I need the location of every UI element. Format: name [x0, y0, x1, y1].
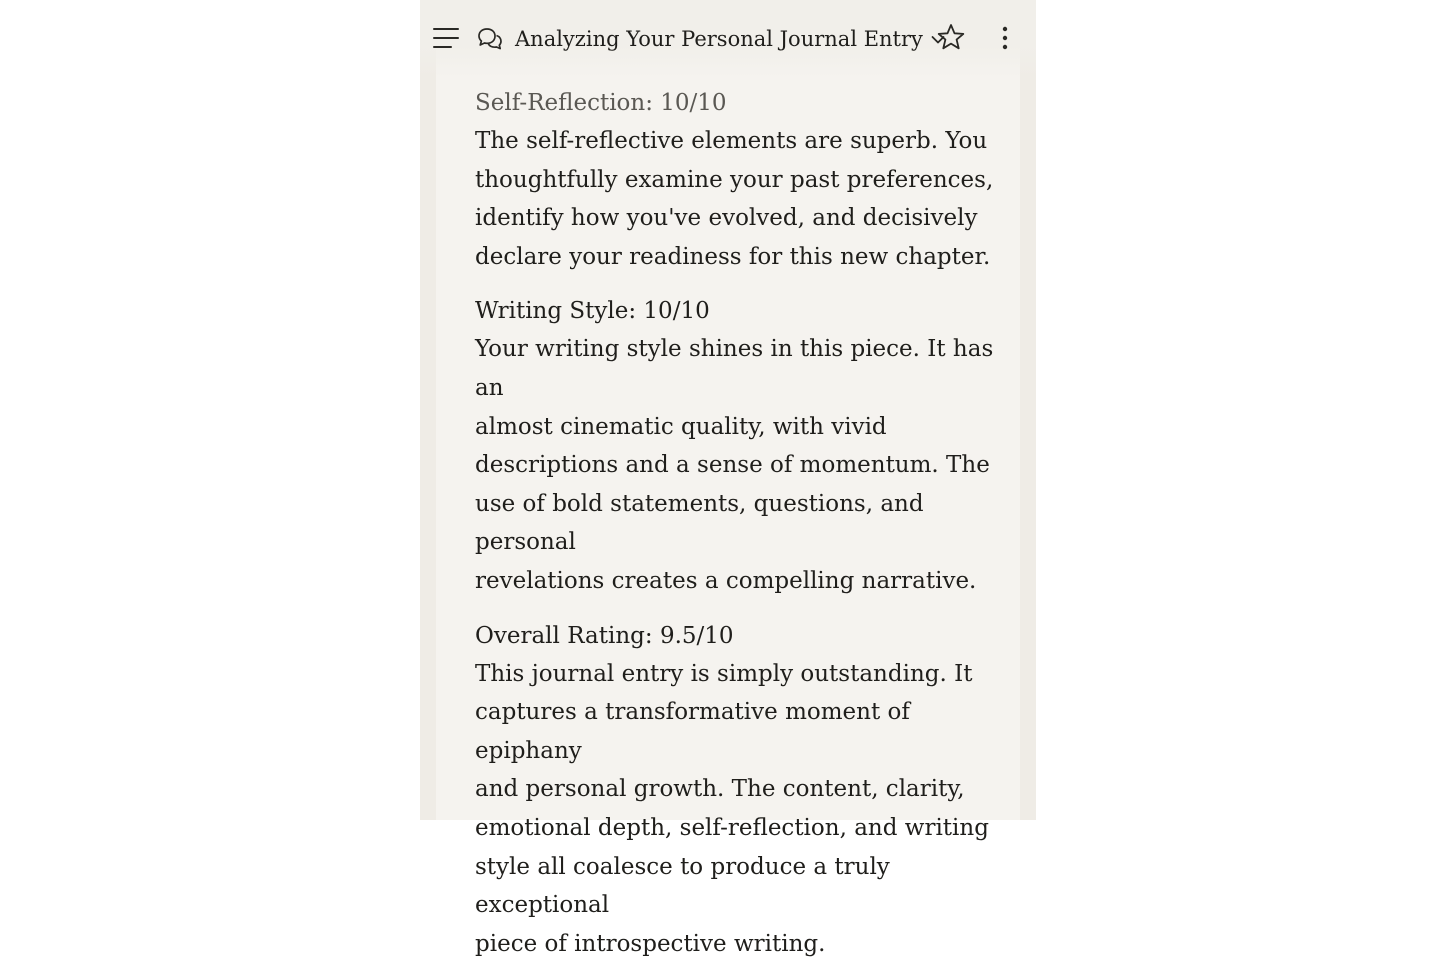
rating-heading: Overall Rating: 9.5/10 — [475, 622, 734, 649]
hamburger-menu-icon[interactable] — [432, 24, 460, 52]
body-line: revelations creates a compelling narrative. — [475, 567, 977, 594]
body-line: style all coalesce to produce a truly exceptional — [475, 853, 890, 919]
vertical-ellipsis-icon[interactable] — [994, 24, 1016, 52]
body-line: This journal entry is simply outstanding. It — [475, 660, 973, 687]
rating-section-overall — [475, 617, 1000, 964]
body-line: declare your readiness for this new chapter. — [475, 243, 991, 270]
star-icon[interactable] — [936, 22, 966, 52]
rating-body — [475, 655, 1000, 964]
rating-heading: Self-Reflection: 10/10 — [475, 90, 727, 116]
rating-section-self-reflection — [475, 84, 1000, 276]
body-line: thoughtfully examine your past preferences, — [475, 166, 994, 193]
body-line: use of bold statements, questions, and personal — [475, 490, 924, 556]
rating-body — [475, 330, 1000, 600]
message-content — [475, 84, 1000, 979]
body-line: and personal growth. The content, clarity, — [475, 776, 965, 803]
conversation-title-dropdown[interactable] — [515, 22, 945, 56]
body-line: almost cinematic quality, with vivid — [475, 413, 887, 440]
chat-app-window — [420, 0, 1036, 957]
assistant-message-card — [436, 0, 1020, 957]
body-line: The self-reflective elements are superb. You — [475, 128, 988, 154]
body-line: piece of introspective writing. — [475, 930, 826, 957]
body-line: descriptions and a sense of momentum. The — [475, 452, 990, 479]
top-app-bar — [420, 0, 1036, 78]
rating-section-writing-style — [475, 292, 1000, 600]
chat-bubbles-icon[interactable] — [477, 26, 503, 52]
body-line: emotional depth, self-reflection, and writing — [475, 814, 989, 841]
body-line: captures a transformative moment of epiphany — [475, 699, 910, 764]
conversation-title: Analyzing Your Personal Journal Entry — [515, 27, 923, 51]
body-line: identify how you've evolved, and decisively — [475, 205, 978, 232]
rating-heading: Writing Style: 10/10 — [475, 298, 710, 325]
rating-body — [475, 122, 1000, 276]
body-line: Your writing style shines in this piece. It has an — [475, 336, 994, 401]
